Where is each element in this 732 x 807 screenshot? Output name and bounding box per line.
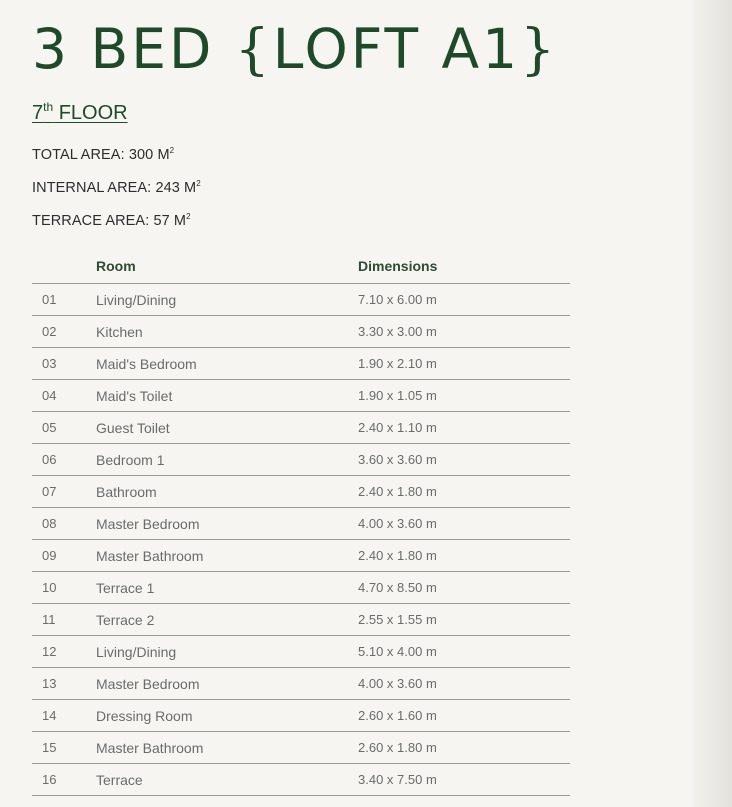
floor-label bbox=[32, 100, 128, 125]
room-dimensions: 2.40 x 1.10 m bbox=[358, 420, 437, 435]
room-dimensions: 2.40 x 1.80 m bbox=[358, 484, 437, 499]
room-name: Terrace 1 bbox=[96, 580, 155, 596]
room-number: 15 bbox=[42, 740, 57, 755]
table-row bbox=[32, 700, 570, 732]
terrace-area-sup: 2 bbox=[186, 212, 191, 221]
internal-area-text: INTERNAL AREA: 243 M bbox=[32, 180, 197, 196]
room-dimensions: 5.10 x 4.00 m bbox=[358, 644, 437, 659]
table-row bbox=[32, 540, 570, 572]
header-dimensions: Dimensions bbox=[358, 258, 438, 274]
room-number: 06 bbox=[42, 452, 57, 467]
room-name: Bedroom 1 bbox=[96, 452, 165, 468]
title-brace-open: { bbox=[234, 17, 273, 81]
table-row bbox=[32, 572, 570, 604]
room-name: Bathroom bbox=[96, 484, 157, 500]
total-area-sup: 2 bbox=[169, 146, 175, 155]
table-row bbox=[32, 476, 570, 508]
internal-area bbox=[32, 179, 201, 196]
header-room: Room bbox=[96, 258, 136, 274]
room-dimensions: 3.30 x 3.00 m bbox=[358, 324, 437, 339]
table-row bbox=[32, 284, 570, 316]
room-number: 03 bbox=[42, 356, 57, 371]
room-name: Maid's Bedroom bbox=[96, 356, 197, 372]
room-name: Living/Dining bbox=[96, 292, 177, 308]
table-row bbox=[32, 668, 570, 700]
room-number: 02 bbox=[42, 324, 57, 339]
room-name: Master Bedroom bbox=[96, 676, 200, 692]
room-name: Living/Dining bbox=[96, 644, 177, 660]
room-dimensions: 7.10 x 6.00 m bbox=[358, 292, 437, 307]
room-number: 12 bbox=[42, 644, 57, 659]
room-dimensions: 2.40 x 1.80 m bbox=[358, 548, 437, 563]
title-unit: LOFT A1 bbox=[272, 17, 521, 81]
room-name: Master Bathroom bbox=[96, 740, 204, 756]
table-row bbox=[32, 764, 570, 796]
room-number: 11 bbox=[42, 612, 56, 627]
room-number: 14 bbox=[42, 708, 57, 723]
table-body bbox=[32, 284, 570, 796]
total-area bbox=[32, 146, 174, 163]
terrace-area-text: TERRACE AREA: 57 M bbox=[32, 213, 187, 229]
room-number: 16 bbox=[42, 772, 57, 787]
room-dimensions: 2.60 x 1.60 m bbox=[358, 708, 437, 723]
table-row bbox=[32, 636, 570, 668]
room-number: 09 bbox=[42, 548, 57, 563]
total-area-text: TOTAL AREA: 300 M bbox=[32, 147, 170, 163]
room-dimensions: 4.00 x 3.60 m bbox=[358, 676, 437, 691]
room-dimensions: 1.90 x 2.10 m bbox=[358, 356, 437, 371]
room-number: 10 bbox=[42, 580, 57, 595]
room-name: Terrace bbox=[96, 772, 143, 788]
room-name: Terrace 2 bbox=[96, 612, 155, 628]
terrace-area bbox=[32, 212, 191, 229]
room-dimensions: 3.60 x 3.60 m bbox=[358, 452, 437, 467]
table-row bbox=[32, 604, 570, 636]
room-dimensions-table bbox=[32, 250, 570, 796]
table-row bbox=[32, 412, 570, 444]
table-row bbox=[32, 316, 570, 348]
room-number: 05 bbox=[42, 420, 57, 435]
table-row bbox=[32, 380, 570, 412]
room-dimensions: 2.60 x 1.80 m bbox=[358, 740, 437, 755]
floor-suffix: th bbox=[43, 100, 54, 114]
room-dimensions: 4.00 x 3.60 m bbox=[358, 516, 437, 531]
room-number: 01 bbox=[42, 292, 57, 307]
floor-number: 7 bbox=[32, 102, 44, 124]
room-dimensions: 4.70 x 8.50 m bbox=[358, 580, 437, 595]
table-header bbox=[32, 250, 570, 284]
table-row bbox=[32, 508, 570, 540]
room-name: Master Bedroom bbox=[96, 516, 200, 532]
room-number: 08 bbox=[42, 516, 57, 531]
room-number: 04 bbox=[42, 388, 57, 403]
room-name: Master Bathroom bbox=[96, 548, 204, 564]
title-main: 3 BED bbox=[32, 17, 235, 81]
room-number: 13 bbox=[42, 676, 57, 691]
room-dimensions: 2.55 x 1.55 m bbox=[358, 612, 437, 627]
table-row bbox=[32, 732, 570, 764]
page-edge-shadow bbox=[692, 0, 732, 807]
room-dimensions: 1.90 x 1.05 m bbox=[358, 388, 437, 403]
title-brace-close: } bbox=[520, 17, 559, 81]
page-title bbox=[32, 14, 558, 84]
room-name: Dressing Room bbox=[96, 708, 193, 724]
floor-word: FLOOR bbox=[53, 102, 128, 124]
internal-area-sup: 2 bbox=[196, 179, 201, 188]
table-row bbox=[32, 444, 570, 476]
room-number: 07 bbox=[42, 484, 57, 499]
table-row bbox=[32, 348, 570, 380]
room-dimensions: 3.40 x 7.50 m bbox=[358, 772, 437, 787]
room-name: Kitchen bbox=[96, 324, 143, 340]
room-name: Guest Toilet bbox=[96, 420, 170, 436]
room-name: Maid's Toilet bbox=[96, 388, 173, 404]
